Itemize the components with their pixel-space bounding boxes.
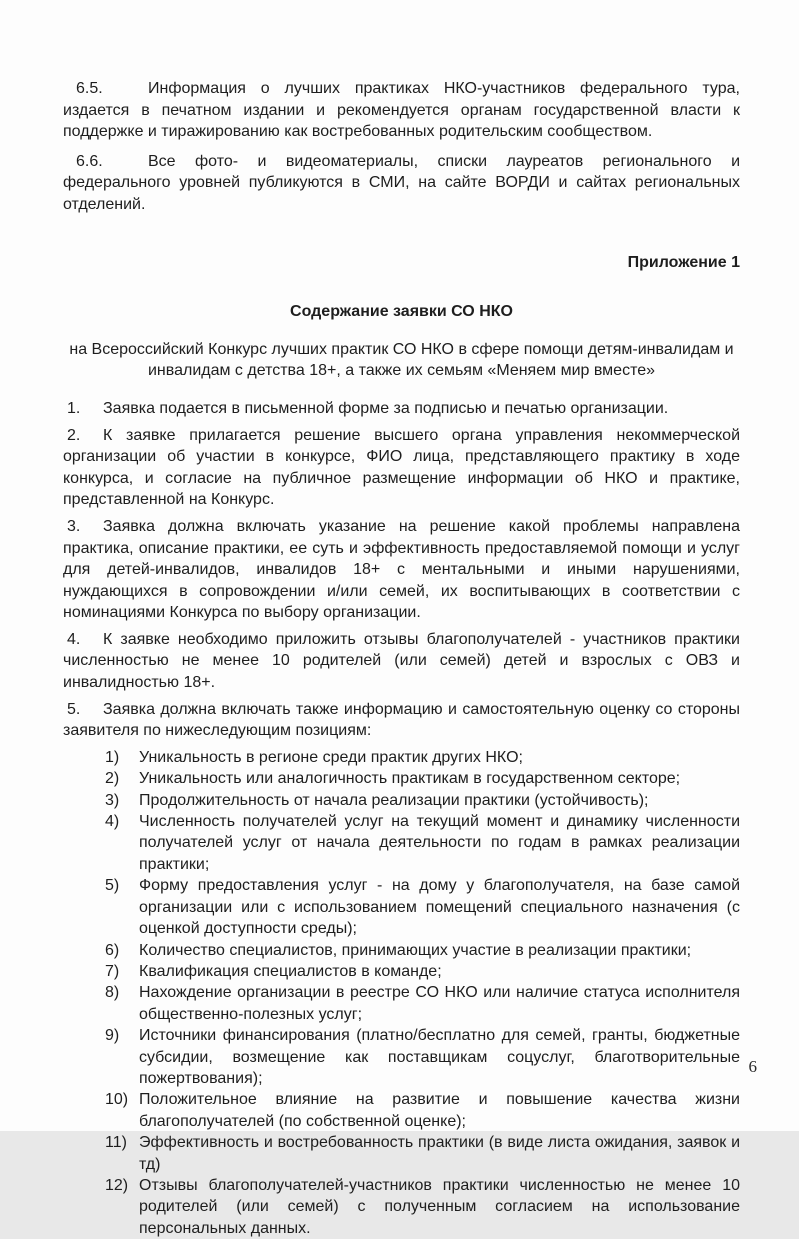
subitem-number: 9) (105, 1027, 120, 1045)
list-subitem (63, 768, 740, 789)
document-content (63, 78, 740, 1239)
numbered-paragraph (63, 78, 740, 143)
list-subitem (63, 790, 740, 811)
subitem-number: 4) (105, 813, 120, 831)
list-item-number: 1. (67, 399, 81, 417)
subitem-text: Количество специалистов, принимающих участие в реализации практики; (139, 941, 692, 959)
subitem-text: Положительное влияние на развитие и повышение качества жизни благополучателей (по собственной оценке); (139, 1091, 740, 1130)
subitem-text: Квалификация специалистов в команде; (139, 962, 442, 980)
subitem-number: 8) (105, 984, 120, 1002)
subitem-number: 3) (105, 791, 120, 809)
document-subtitle-line2: инвалидам с детства 18+, а также их семьям «Меняем мир вместе» (147, 362, 656, 380)
list-item-number: 3. (67, 517, 81, 535)
list-subitem (63, 1132, 740, 1175)
evaluation-criteria-list (63, 747, 740, 1239)
paragraph-number: 6.6. (76, 152, 103, 170)
list-subitem (63, 1025, 740, 1089)
list-item (63, 398, 740, 420)
subitem-text: Форму предоставления услуг - на дому у благополучателя, на базе самой организации или с использованием помещений специального назначения (с оценкой доступности среды); (139, 877, 740, 938)
subitem-number: 12) (105, 1176, 129, 1194)
subitem-text: Уникальность или аналогичность практикам в государственном секторе; (139, 770, 681, 788)
application-requirements-list (63, 398, 740, 742)
list-subitem (63, 982, 740, 1025)
list-subitem (63, 940, 740, 961)
list-item-text: Заявка подается в письменной форме за подписью и печатью организации. (103, 399, 669, 417)
annex-label: Приложение 1 (627, 253, 740, 271)
section-paragraphs (63, 78, 740, 216)
subitem-text: Отзывы благополучателей-участников практики численностью не менее 10 родителей (или семей) с полученным согласием на использование персональных данных. (139, 1176, 740, 1237)
subitem-text: Источники финансирования (платно/бесплатно для семей, гранты, бюджетные субсидии, возмещение как поставщикам соцуслуг, благотворительные пожертвования); (139, 1027, 740, 1087)
subitem-number: 1) (105, 748, 120, 766)
subitem-text: Нахождение организации в реестре СО НКО или наличие статуса исполнителя общественно-полезных услуг; (139, 984, 740, 1023)
list-subitem (63, 811, 740, 875)
document-title: Содержание заявки СО НКО (290, 303, 513, 321)
paragraph-text: Все фото- и видеоматериалы, списки лауреатов регионального и федерального уровней публикуются в СМИ, на сайте ВОРДИ и сайтах региональных отделений. (63, 152, 740, 213)
subitem-number: 7) (105, 962, 120, 980)
list-subitem (63, 1175, 740, 1239)
list-item (63, 516, 740, 624)
paragraph-number: 6.5. (76, 80, 103, 97)
list-item (63, 629, 740, 694)
list-subitem (63, 747, 740, 768)
list-item-text: К заявке необходимо приложить отзывы благополучателей - участников практики численностью не менее 10 родителей (или семей) детей и взрослых с ОВЗ и инвалидностью 18+. (63, 630, 740, 692)
list-subitem (63, 961, 740, 982)
subitem-text: Эффективность и востребованность практики (в виде листа ожидания, заявок и тд) (139, 1134, 740, 1173)
subitem-text: Продолжительность от начала реализации практики (устойчивость); (139, 791, 649, 809)
list-item-text: Заявка должна включать указание на решение какой проблемы направлена практика, описание практики, ее суть и эффективность предоставляемой помощи и услуг для детей-инвалидов, инвалидов 18+ с ментальными и иными нарушениями, нуждающихся в сопровождении и/или семей, их воспитывающих в соответствии с номинациями Конкурса по выбору организации. (63, 517, 740, 622)
subitem-number: 11) (105, 1134, 127, 1152)
page-number: 6 (748, 1057, 757, 1076)
list-item-number: 5. (67, 700, 81, 718)
list-item (63, 699, 740, 742)
list-item (63, 425, 740, 511)
document-subtitle-line1: на Всероссийский Конкурс лучших практик СО НКО в сфере помощи детям-инвалидам и (69, 340, 734, 358)
list-subitem (63, 1089, 740, 1132)
list-item-text: К заявке прилагается решение высшего органа управления некоммерческой организации об участии в конкурсе, ФИО лица, представляющего практику в ходе конкурса, и согласие на публичное размещение информации об НКО и практике, представленной на Конкурс. (63, 426, 740, 509)
subitem-text: Уникальность в регионе среди практик других НКО; (139, 748, 523, 766)
numbered-paragraph (63, 151, 740, 216)
paragraph-text: Информация о лучших практиках НКО-участников федерального тура, издается в печатном издании и рекомендуется органам государственной власти к поддержке и тиражированию как востребованных родительским сообществом. (63, 80, 740, 141)
subitem-text: Численность получателей услуг на текущий момент и динамику численности получателей услуг от начала деятельности по годам в рамках реализации практики; (139, 813, 740, 873)
list-item-number: 4. (67, 630, 81, 648)
subitem-number: 6) (105, 941, 120, 959)
subitem-number: 5) (105, 877, 120, 895)
list-item-text: Заявка должна включать также информацию и самостоятельную оценку со стороны заявителя по нижеследующим позициям: (63, 700, 740, 740)
subitem-number: 10) (105, 1091, 129, 1109)
subitem-number: 2) (105, 770, 120, 788)
list-item-number: 2. (67, 426, 81, 444)
document-subtitle (63, 339, 740, 382)
list-subitem (63, 875, 740, 939)
